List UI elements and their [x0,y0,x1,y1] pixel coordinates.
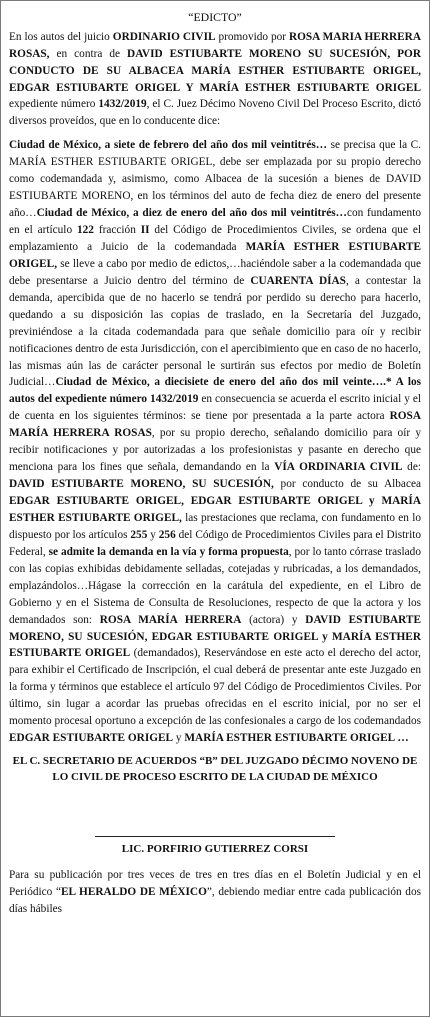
bold-text: EDGAR ESTIUBARTE ORIGEL, EDGAR ESTIUBARTE ORIGEL y MARÍA ESTHER ESTIUBARTE ORIGEL, [9,495,421,524]
text: se lleve a cabo por medio de edictos,…haciéndole saber a la codemandada que debe presentarse a Juicio dentro del término de [9,257,421,287]
bold-text: MARÍA ESTHER ESTIUBARTE ORIGEL, [9,240,421,270]
bold-text: EL HERALDO DE MÉXICO [60,886,207,899]
text: En los autos del juicio [9,30,113,43]
intro-paragraph [9,29,421,131]
text: las prestaciones que reclama, con fundamento en lo dispuesto por los artículos [9,511,422,541]
bold-text: MARÍA ESTHER ESTIUBARTE ORIGEL … [184,732,409,745]
bold-text: CUARENTA DÍAS [250,274,346,287]
text: del Código de Procedimientos Civiles para el Distrito Federal, [9,528,421,558]
document-title: “EDICTO” [188,10,242,24]
text: por conducto de su Albacea [273,478,421,491]
text: , a contestar la demanda, apercibida que de no hacerlo se tendrá por perdido su derecho para hacerlo, quedando a su disposición las copias de traslado, en la Secretaría del Juzgado, previniéndose a la citada codemandada para que señale domicilio para oír y recibir notificaciones dentro de esta Jurisdicción, con el apercibimiento que en caso de no hacerlo, las mismas aún las de carácter personal le surtirán sus efectos por medio de Boletín Judicial… [9,274,422,389]
text: Para su publicación por tres veces de tres en tres días en el Boletín Judicial y en el Periódico “ [9,869,421,899]
publication-note [9,867,421,918]
signature-line [95,836,335,837]
bold-text: EDGAR ESTIUBARTE ORIGEL [9,732,174,745]
secretary-heading: EL C. SECRETARIO DE ACUERDOS “B” DEL JUZGADO DÉCIMO NOVENO DE LO CIVIL DE PROCESO ESCRITO DE LA CIUDAD DE MÉXICO [12,755,418,783]
bold-text: DAVID ESTIUBARTE MORENO SU SUCESIÓN, POR CONDUCTO DE SU ALBACEA MARÍA ESTHER ESTIUBARTE ORIGEL, EDGAR ESTIUBARTE ORIGEL Y MARÍA ESTHER ESTIUBARTE ORIGEL [9,47,421,94]
bold-text: 256 [158,528,176,541]
bold-text: II [140,224,150,236]
bold-text: 1432/2019 [98,98,147,111]
body-paragraph [9,137,421,747]
bold-text: se admite la demanda en la vía y forma propuesta [48,545,289,558]
bold-text: DAVID ESTIUBARTE MORENO, SU SUCESIÓN, [9,478,274,491]
text: de: [402,461,421,474]
text: ”, debiendo mediar entre cada publicación dos días hábiles [9,886,421,916]
bold-text: 255 [130,528,148,541]
bold-text: ORDINARIO CIVIL [112,30,216,43]
text: promovido por [215,30,289,43]
bold-text: DAVID ESTIUBARTE MORENO, SU SUCESIÓN, EDGAR ESTIUBARTE ORIGEL y MARÍA ESTHER ESTIUBARTE ORIGEL [9,613,422,660]
bold-text: Ciudad de México, a siete de febrero del año dos mil veintitrés… [9,139,328,152]
text: con fundamento en el artículo [9,207,421,236]
signature-space [9,786,421,836]
text: , por su propio derecho, señalando domicilio para oír y recibir notificaciones y por autorizadas a los profesionistas y pasante en derecho que menciona para los fines que señala, demandando en la [9,427,421,474]
text: expediente número [9,98,99,111]
text: (demandados), Reservándose en este acto el derecho del actor, para exhibir el Certificado de Inscripción, el cual deberá de presentar ante este Juzgado en la forma y términos que establece el artículo 97 del Código de Procedimientos Civiles. Por último, sin lugar a acordar las pruebas ofrecidas en el escrito inicial, por no ser el momento procesal oportuno a excepción de las confesionales a cargo de los codemandados [9,647,421,728]
bold-text: ROSA MARÍA HERRERA ROSAS [9,410,421,440]
text: en contra de [49,47,128,60]
bold-text: Ciudad de México, a diez de enero del año dos mil veintitrés… [36,207,347,220]
text: fracción [93,224,141,236]
bold-text: 122 [77,224,94,236]
text: y [173,732,185,745]
bold-text: Ciudad de México, a diecisiete de enero del año dos mil veinte….* A los autos del expediente número 1432/2019 [9,376,421,406]
text: , por lo tanto córrase traslado con las copias exhibidas debidamente selladas, cotejadas y rubricadas, a los demandados, emplazándolos…Hágase la corrección en la carátula del expediente, en el Libro de Gobierno y en el Sistema de Consulta de Resoluciones, respecto de que la actora y los demandados son: [9,545,421,626]
bold-text: ROSA MARÍA HERRERA [99,613,242,626]
text: , el C. Juez Décimo Noveno Civil Del Proceso Escrito, dictó diversos proveídos, que en lo conducente dice: [9,98,421,128]
text: del Código de Procedimientos Civiles, se ordena que el emplazamiento a Juicio de la codemandada [9,224,422,253]
text: se precisa que la C. MARÍA ESTHER ESTIUBARTE ORIGEL, debe ser emplazada por su propio derecho como codemandada y, asimismo, como Albacea de la sucesión a bienes de DAVID ESTIUBARTE MORENO, en los términos del auto de fecha diez de enero del presente año… [9,139,422,220]
signer-name: LIC. PORFIRIO GUTIERREZ CORSI [121,842,309,855]
bold-text: VÍA ORDINARIA CIVIL [274,461,403,474]
bold-text: ROSA MARIA HERRERA ROSAS, [9,30,421,60]
text: (actora) y [241,613,306,626]
text: en consecuencia se acuerda el escrito inicial y el de cuenta en los siguientes términos: se tiene por presentada a la parte actora [9,393,421,423]
text: y [147,528,159,541]
